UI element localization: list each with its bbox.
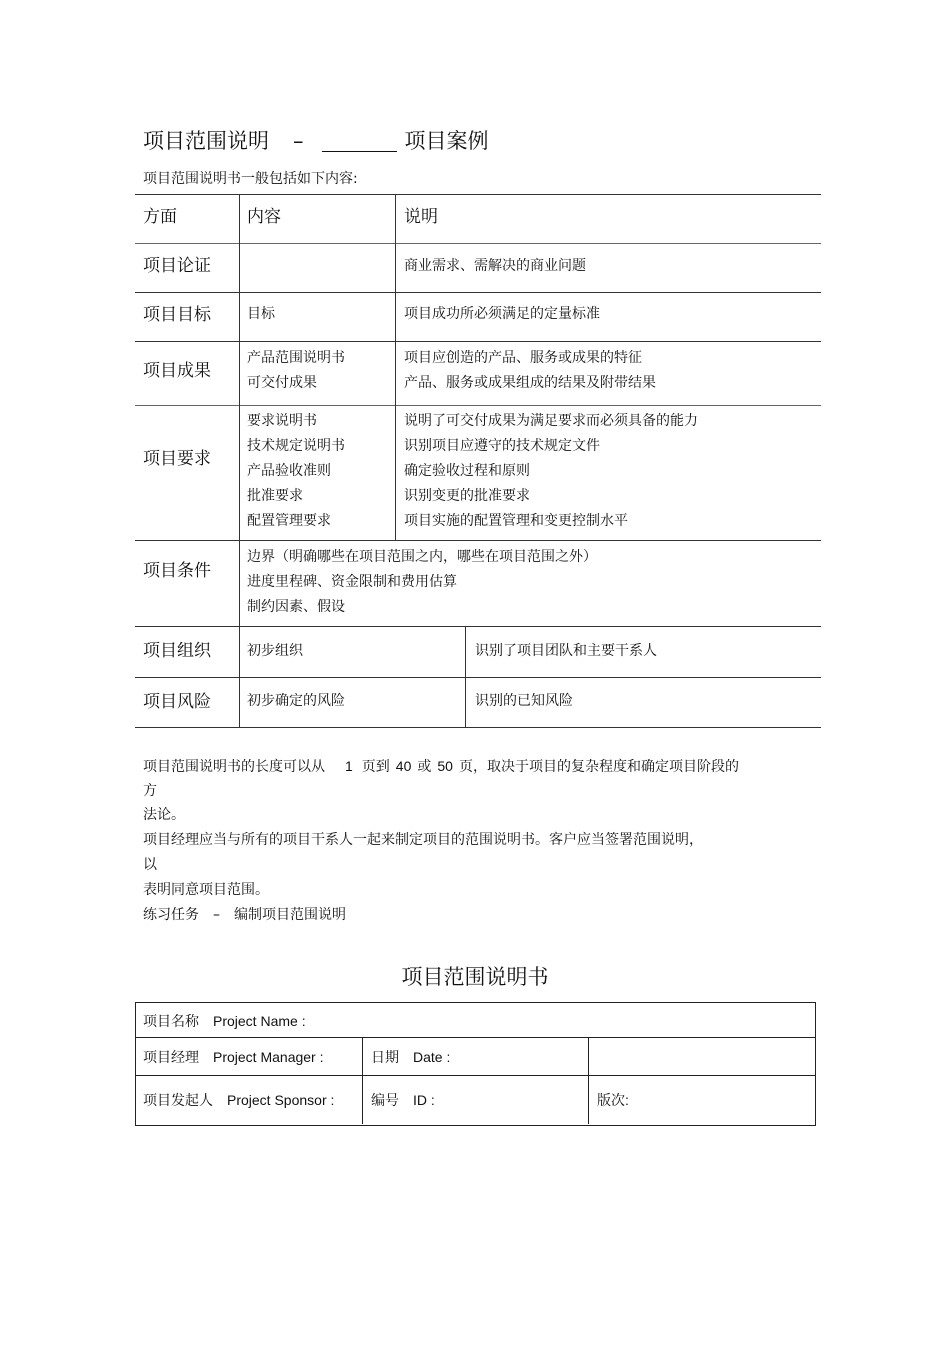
length-paragraph-line2: 方 (143, 783, 157, 799)
number-run: 40 (395, 758, 412, 774)
row-content: 配置管理要求 (247, 513, 331, 529)
task-line: 练习任务 – 编制项目范围说明 (143, 907, 346, 923)
title-dash: – (293, 129, 304, 153)
manager-paragraph-line3: 表明同意项目范围。 (143, 882, 269, 898)
manager-paragraph-line2: 以 (143, 857, 157, 873)
row-desc: 确定验收过程和原则 (404, 463, 530, 479)
table-rule (135, 405, 821, 406)
row-aspect: 项目组织 (143, 641, 211, 661)
row-desc: 识别项目应遵守的技术规定文件 (404, 438, 600, 454)
row-content: 要求说明书 (247, 413, 317, 429)
date-field[interactable]: 日期 Date : (371, 1049, 451, 1065)
row-desc: 识别了项目团队和主要干系人 (475, 643, 657, 659)
text-run: 项目范围说明书的长度可以从 (143, 759, 325, 775)
text-run: 或 (417, 759, 432, 775)
table-rule (135, 677, 821, 678)
row-content: 技术规定说明书 (247, 438, 345, 454)
row-desc: 产品、服务或成果组成的结果及附带结果 (404, 375, 656, 391)
length-paragraph-line3: 法论。 (143, 807, 185, 823)
manager-paragraph-line1: 项目经理应当与所有的项目干系人一起来制定项目的范围说明书。客户应当签署范围说明， (143, 832, 703, 848)
project-manager-field[interactable]: 项目经理 Project Manager : (143, 1049, 324, 1065)
table-rule (135, 243, 821, 244)
row-merged: 制约因素、假设 (247, 599, 345, 615)
table-rule (135, 540, 821, 541)
table-rule (135, 292, 821, 293)
row-aspect: 项目论证 (143, 256, 211, 276)
row-content: 产品验收准则 (247, 463, 331, 479)
form-col-divider (588, 1037, 589, 1124)
page-title (143, 127, 489, 155)
version-field[interactable]: 版次: (597, 1092, 629, 1108)
header-content: 内容 (247, 207, 281, 227)
table-rule (135, 341, 821, 342)
row-desc: 项目成功所必须满足的定量标准 (404, 306, 600, 322)
header-aspect: 方面 (143, 207, 177, 227)
row-merged: 进度里程碑、资金限制和费用估算 (247, 574, 457, 590)
row-aspect: 项目条件 (143, 561, 211, 581)
row-aspect: 项目目标 (143, 305, 211, 325)
row-desc: 识别的已知风险 (475, 693, 573, 709)
row-merged: 边界（明确哪些在项目范围之内，哪些在项目范围之外） (247, 549, 597, 565)
row-desc: 项目应创造的产品、服务或成果的特征 (404, 350, 642, 366)
row-desc: 项目实施的配置管理和变更控制水平 (404, 513, 628, 529)
project-sponsor-field[interactable]: 项目发起人 Project Sponsor : (143, 1092, 335, 1108)
table-rule (135, 194, 821, 195)
form-rule (135, 1075, 815, 1076)
table-rule (135, 626, 821, 627)
row-aspect: 项目成果 (143, 361, 211, 381)
row-content: 目标 (247, 306, 275, 322)
row-aspect: 项目风险 (143, 692, 211, 712)
text-run: 页到 (361, 759, 390, 775)
table-col-divider (239, 194, 240, 727)
form-heading: 项目范围说明书 (401, 965, 549, 989)
row-aspect: 项目要求 (143, 449, 211, 469)
project-name-field[interactable]: 项目名称 Project Name : (143, 1013, 306, 1029)
number-run: 50 (437, 758, 453, 774)
length-paragraph-line1 (143, 754, 739, 780)
table-col-divider (465, 626, 466, 727)
table-rule (135, 727, 821, 728)
title-blank-line (322, 131, 397, 152)
form-col-divider (362, 1037, 363, 1124)
row-content: 批准要求 (247, 488, 303, 504)
title-part2: 项目案例 (404, 129, 489, 153)
id-field[interactable]: 编号 ID : (371, 1092, 435, 1108)
header-description: 说明 (404, 207, 438, 227)
title-part1: 项目范围说明 (143, 129, 269, 153)
row-content: 产品范围说明书 (247, 350, 345, 366)
row-content: 初步组织 (247, 643, 303, 659)
number-run: 1 (345, 758, 353, 774)
form-rule (135, 1037, 815, 1038)
table-col-divider (395, 194, 396, 540)
row-desc: 商业需求、需解决的商业问题 (404, 258, 586, 274)
text-run: 页，取决于项目的复杂程度和确定项目阶段的 (458, 759, 739, 775)
row-desc: 识别变更的批准要求 (404, 488, 530, 504)
row-content: 可交付成果 (247, 375, 317, 391)
intro-text: 项目范围说明书一般包括如下内容: (143, 171, 358, 187)
row-content: 初步确定的风险 (247, 693, 345, 709)
row-desc: 说明了可交付成果为满足要求而必须具备的能力 (404, 413, 698, 429)
